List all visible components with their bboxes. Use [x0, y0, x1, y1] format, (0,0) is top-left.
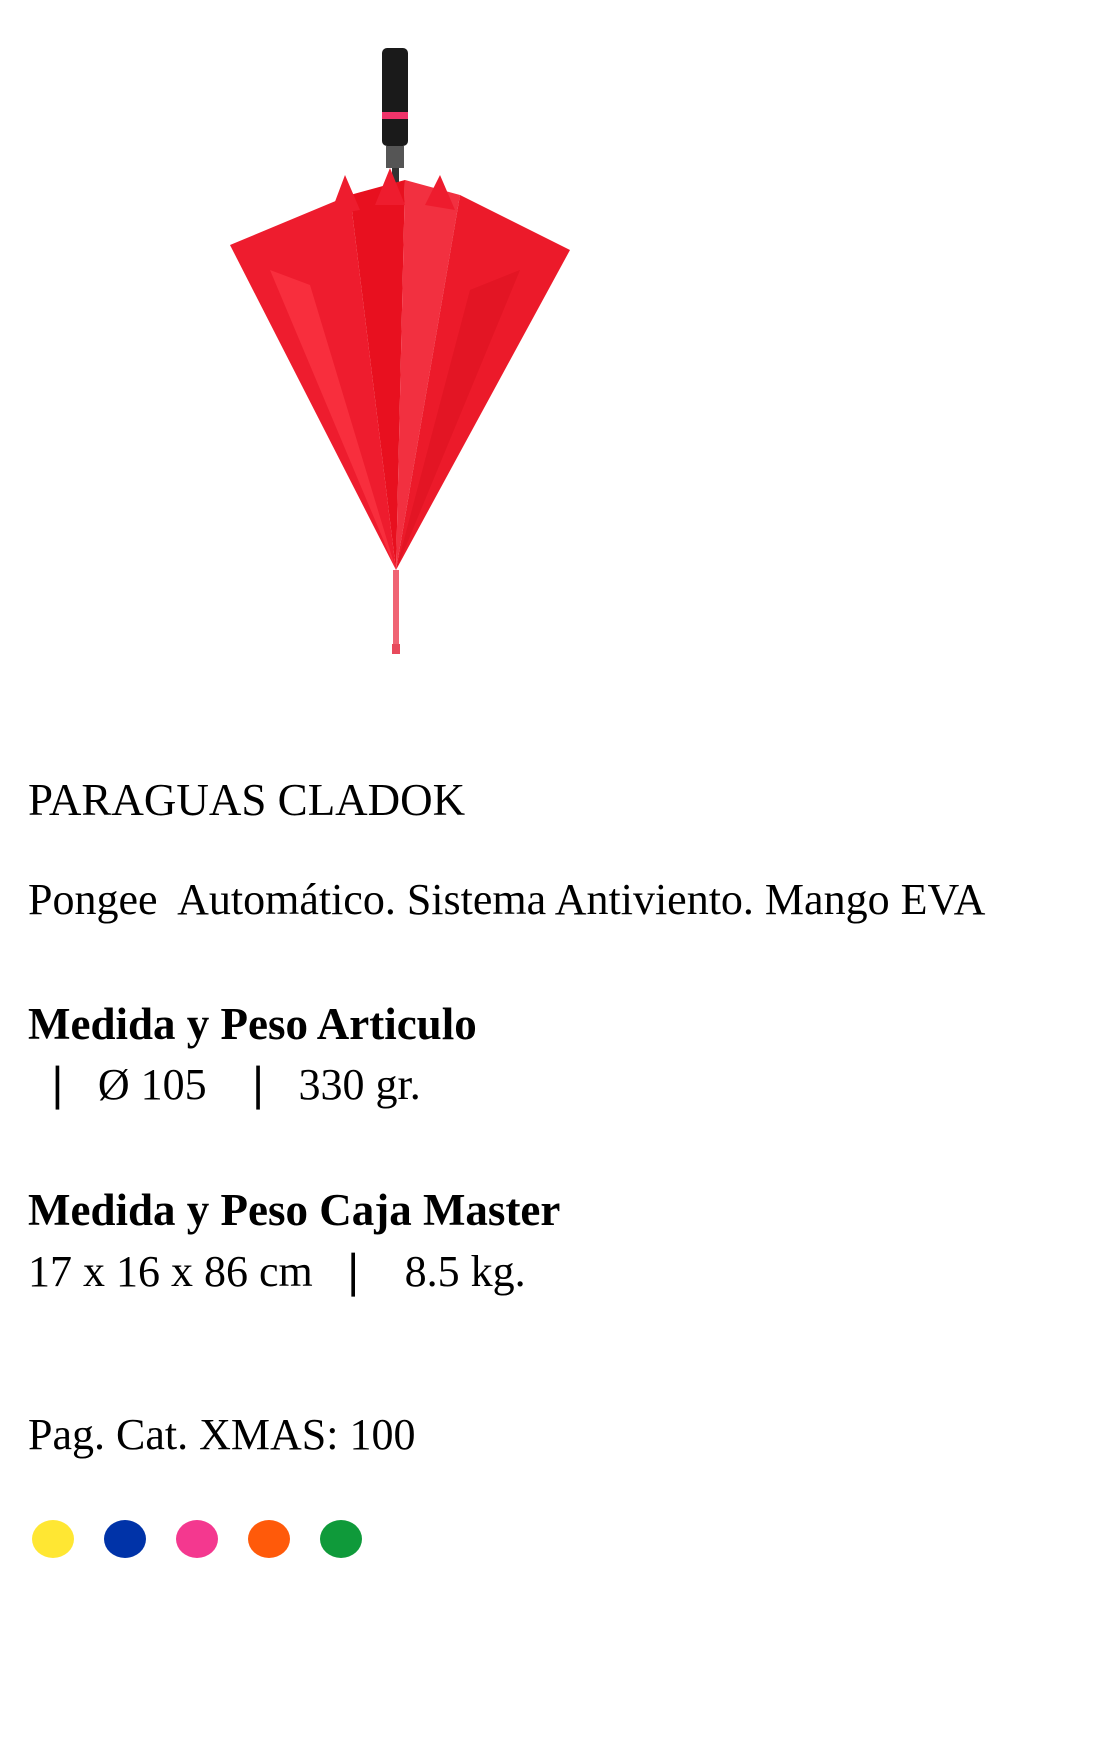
color-swatch-yellow[interactable] [32, 1520, 74, 1558]
color-swatch-orange[interactable] [248, 1520, 290, 1558]
color-swatch-pink[interactable] [176, 1520, 218, 1558]
color-swatch-blue[interactable] [104, 1520, 146, 1558]
product-title: PARAGUAS CLADOK [28, 775, 466, 825]
red-umbrella-icon [200, 40, 570, 690]
catalog-page-reference: Pag. Cat. XMAS: 100 [28, 1410, 416, 1459]
master-box-size-weight-values: 17 x 16 x 86 cm ❘ 8.5 kg. [28, 1247, 526, 1296]
master-box-size-weight-heading: Medida y Peso Caja Master [28, 1185, 561, 1235]
item-size-weight-values: ❘ Ø 105 ❘ 330 gr. [28, 1060, 421, 1109]
color-swatch-green[interactable] [320, 1520, 362, 1558]
color-swatches [32, 1520, 362, 1558]
item-size-weight-heading: Medida y Peso Articulo [28, 999, 477, 1049]
product-image [200, 40, 570, 690]
product-description: Pongee Automático. Sistema Antiviento. Mango EVA [28, 875, 986, 924]
